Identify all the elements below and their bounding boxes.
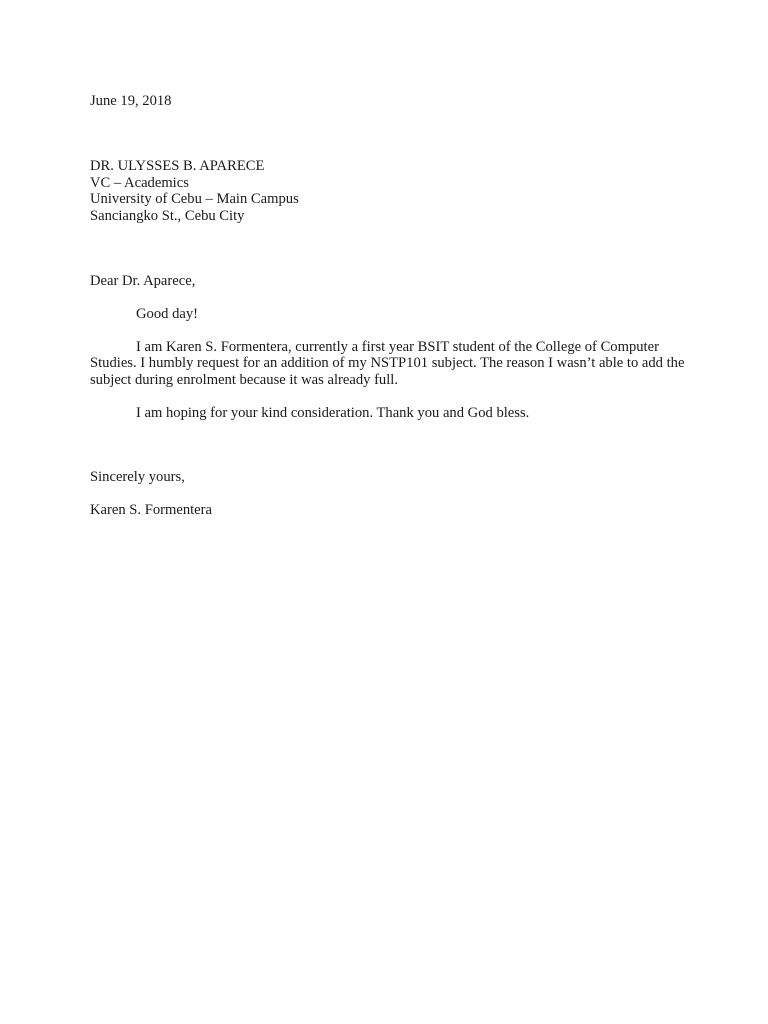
closing-paragraph: I am hoping for your kind consideration. Thank you and God bless. (136, 405, 530, 421)
body-line-2: Studies. I humbly request for an addition of my NSTP101 subject. The reason I wasn’t able to add the (90, 355, 685, 371)
recipient-address: Sanciangko St., Cebu City (90, 208, 245, 224)
recipient-name: DR. ULYSSES B. APARECE (90, 158, 265, 174)
salutation: Dear Dr. Aparece, (90, 273, 196, 289)
body-line-3: subject during enrolment because it was already full. (90, 372, 398, 388)
body-line-1: I am Karen S. Formentera, currently a first year BSIT student of the College of Computer (136, 339, 659, 355)
recipient-institution: University of Cebu – Main Campus (90, 191, 299, 207)
closing: Sincerely yours, (90, 469, 185, 485)
greeting: Good day! (136, 306, 199, 322)
signature: Karen S. Formentera (90, 502, 212, 518)
letter-date: June 19, 2018 (90, 93, 172, 109)
recipient-title: VC – Academics (90, 175, 189, 191)
